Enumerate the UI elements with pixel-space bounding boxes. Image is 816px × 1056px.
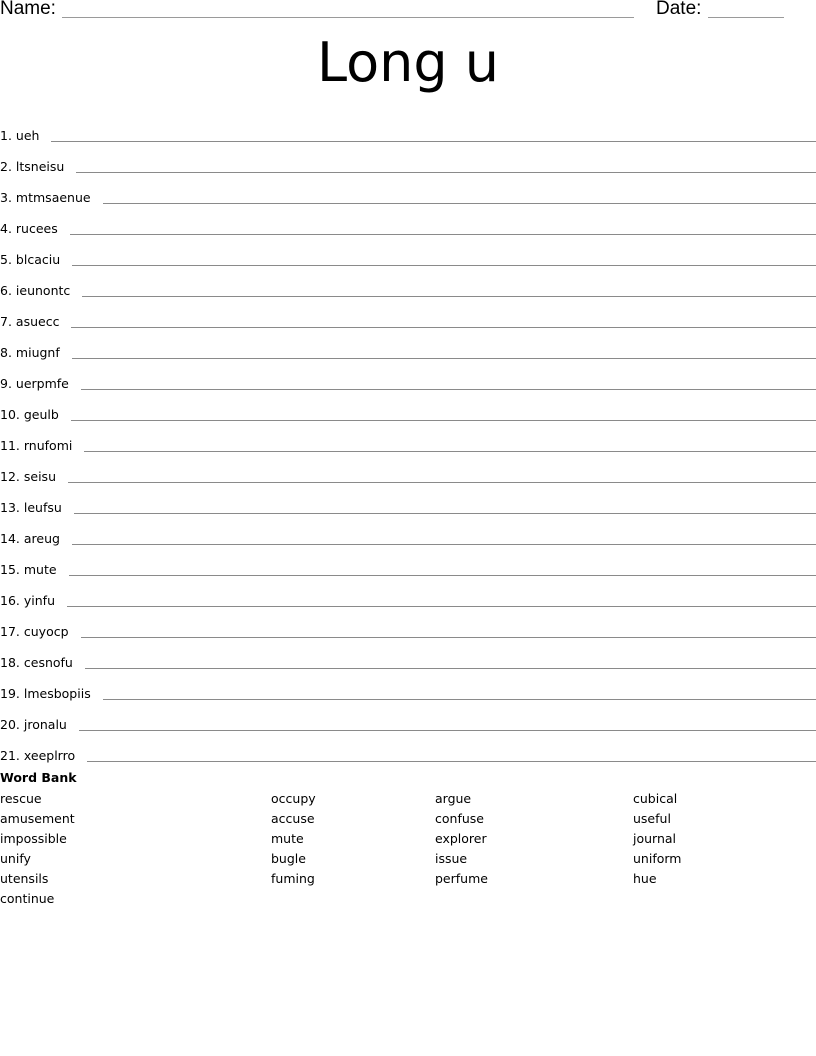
answer-line[interactable] (67, 596, 816, 607)
answer-line[interactable] (85, 658, 816, 669)
puzzle-row (0, 205, 816, 236)
answer-line[interactable] (71, 317, 816, 328)
answer-line[interactable] (51, 131, 816, 142)
answer-line[interactable] (84, 441, 816, 452)
answer-line[interactable] (103, 193, 816, 204)
word-bank-word: issue (435, 851, 468, 866)
scrambled-word: asuecc (15, 314, 60, 329)
puzzle-number: 1. (0, 128, 12, 143)
word-bank-column (633, 790, 681, 890)
scrambled-word: geulb (23, 407, 59, 422)
word-bank-word: impossible (0, 831, 67, 846)
word-bank-word: fuming (271, 871, 315, 886)
word-bank-word: perfume (435, 871, 488, 886)
scrambled-word: ueh (15, 128, 40, 143)
word-bank-word: hue (633, 871, 657, 886)
puzzle-row (0, 298, 816, 329)
puzzle-row (0, 360, 816, 391)
puzzle-row (0, 732, 816, 763)
word-bank-word: occupy (271, 791, 316, 806)
name-field[interactable] (62, 17, 634, 18)
scrambled-word: rucees (15, 221, 58, 236)
scrambled-word: cesnofu (23, 655, 73, 670)
word-bank-column (0, 790, 75, 910)
puzzle-number: 11. (0, 438, 20, 453)
puzzle-number: 19. (0, 686, 20, 701)
puzzle-row (0, 453, 816, 484)
puzzle-row (0, 112, 816, 143)
answer-line[interactable] (72, 255, 816, 266)
answer-line[interactable] (72, 348, 816, 359)
word-bank-word: useful (633, 811, 671, 826)
puzzle-row (0, 670, 816, 701)
scrambled-word: lmesbopiis (23, 686, 91, 701)
puzzle-row (0, 639, 816, 670)
answer-line[interactable] (76, 162, 816, 173)
word-bank-word: accuse (271, 811, 315, 826)
puzzle-number: 4. (0, 221, 12, 236)
word-bank-word: explorer (435, 831, 487, 846)
puzzle-number: 6. (0, 283, 12, 298)
word-bank (0, 770, 816, 906)
word-bank-word: utensils (0, 871, 49, 886)
puzzle-number: 5. (0, 252, 12, 267)
word-bank-word: rescue (0, 791, 42, 806)
answer-line[interactable] (103, 689, 816, 700)
scrambled-word: ieunontc (15, 283, 71, 298)
puzzle-number: 17. (0, 624, 20, 639)
word-bank-word: unify (0, 851, 31, 866)
puzzle-number: 16. (0, 593, 20, 608)
word-bank-title: Word Bank (0, 770, 77, 785)
puzzle-row (0, 236, 816, 267)
answer-line[interactable] (87, 751, 816, 762)
puzzle-number: 14. (0, 531, 20, 546)
name-label: Name: (0, 0, 56, 19)
puzzle-row (0, 143, 816, 174)
puzzle-number: 7. (0, 314, 12, 329)
scrambled-word: mute (23, 562, 57, 577)
puzzle-number: 18. (0, 655, 20, 670)
scrambled-word: yinfu (23, 593, 55, 608)
puzzle-row (0, 608, 816, 639)
answer-line[interactable] (82, 286, 816, 297)
word-bank-word: argue (435, 791, 472, 806)
scrambled-word: areug (23, 531, 60, 546)
word-bank-column (435, 790, 488, 890)
scrambled-word: mtmsaenue (15, 190, 91, 205)
puzzle-number: 3. (0, 190, 12, 205)
word-bank-column (271, 790, 316, 890)
word-bank-word: confuse (435, 811, 484, 826)
header (0, 0, 816, 24)
word-bank-word: continue (0, 891, 55, 906)
puzzle-number: 2. (0, 159, 12, 174)
puzzle-row (0, 484, 816, 515)
puzzle-number: 8. (0, 345, 12, 360)
answer-line[interactable] (81, 627, 816, 638)
puzzle-row (0, 391, 816, 422)
puzzle-row (0, 422, 816, 453)
scrambled-word: seisu (23, 469, 56, 484)
word-bank-word: cubical (633, 791, 678, 806)
answer-line[interactable] (71, 410, 816, 421)
scrambled-word: jronalu (23, 717, 67, 732)
puzzle-row (0, 267, 816, 298)
scrambled-word: leufsu (23, 500, 62, 515)
word-bank-word: bugle (271, 851, 306, 866)
answer-line[interactable] (79, 720, 816, 731)
scrambled-word: blcaciu (15, 252, 61, 267)
answer-line[interactable] (68, 472, 816, 483)
word-bank-word: amusement (0, 811, 75, 826)
word-bank-word: mute (271, 831, 304, 846)
answer-line[interactable] (81, 379, 816, 390)
puzzle-row (0, 577, 816, 608)
date-field[interactable] (708, 17, 784, 18)
scrambled-word: cuyocp (23, 624, 69, 639)
scrambled-word: rnufomi (23, 438, 73, 453)
page-title: Long u (316, 31, 500, 94)
answer-line[interactable] (69, 565, 816, 576)
date-label: Date: (656, 0, 702, 19)
puzzle-row (0, 174, 816, 205)
scrambled-word: ltsneisu (15, 159, 65, 174)
scrambled-word: xeeplrro (23, 748, 76, 763)
puzzle-number: 10. (0, 407, 20, 422)
puzzle-list (0, 112, 816, 763)
puzzle-number: 13. (0, 500, 20, 515)
puzzle-row (0, 515, 816, 546)
answer-line[interactable] (72, 534, 816, 545)
puzzle-row (0, 546, 816, 577)
scrambled-word: miugnf (15, 345, 60, 360)
puzzle-number: 12. (0, 469, 20, 484)
answer-line[interactable] (74, 503, 816, 514)
answer-line[interactable] (70, 224, 816, 235)
puzzle-row (0, 329, 816, 360)
puzzle-number: 20. (0, 717, 20, 732)
puzzle-number: 15. (0, 562, 20, 577)
puzzle-row (0, 701, 816, 732)
word-bank-word: uniform (633, 851, 682, 866)
word-bank-word: journal (633, 831, 677, 846)
puzzle-number: 9. (0, 376, 12, 391)
scrambled-word: uerpmfe (15, 376, 69, 391)
puzzle-number: 21. (0, 748, 20, 763)
